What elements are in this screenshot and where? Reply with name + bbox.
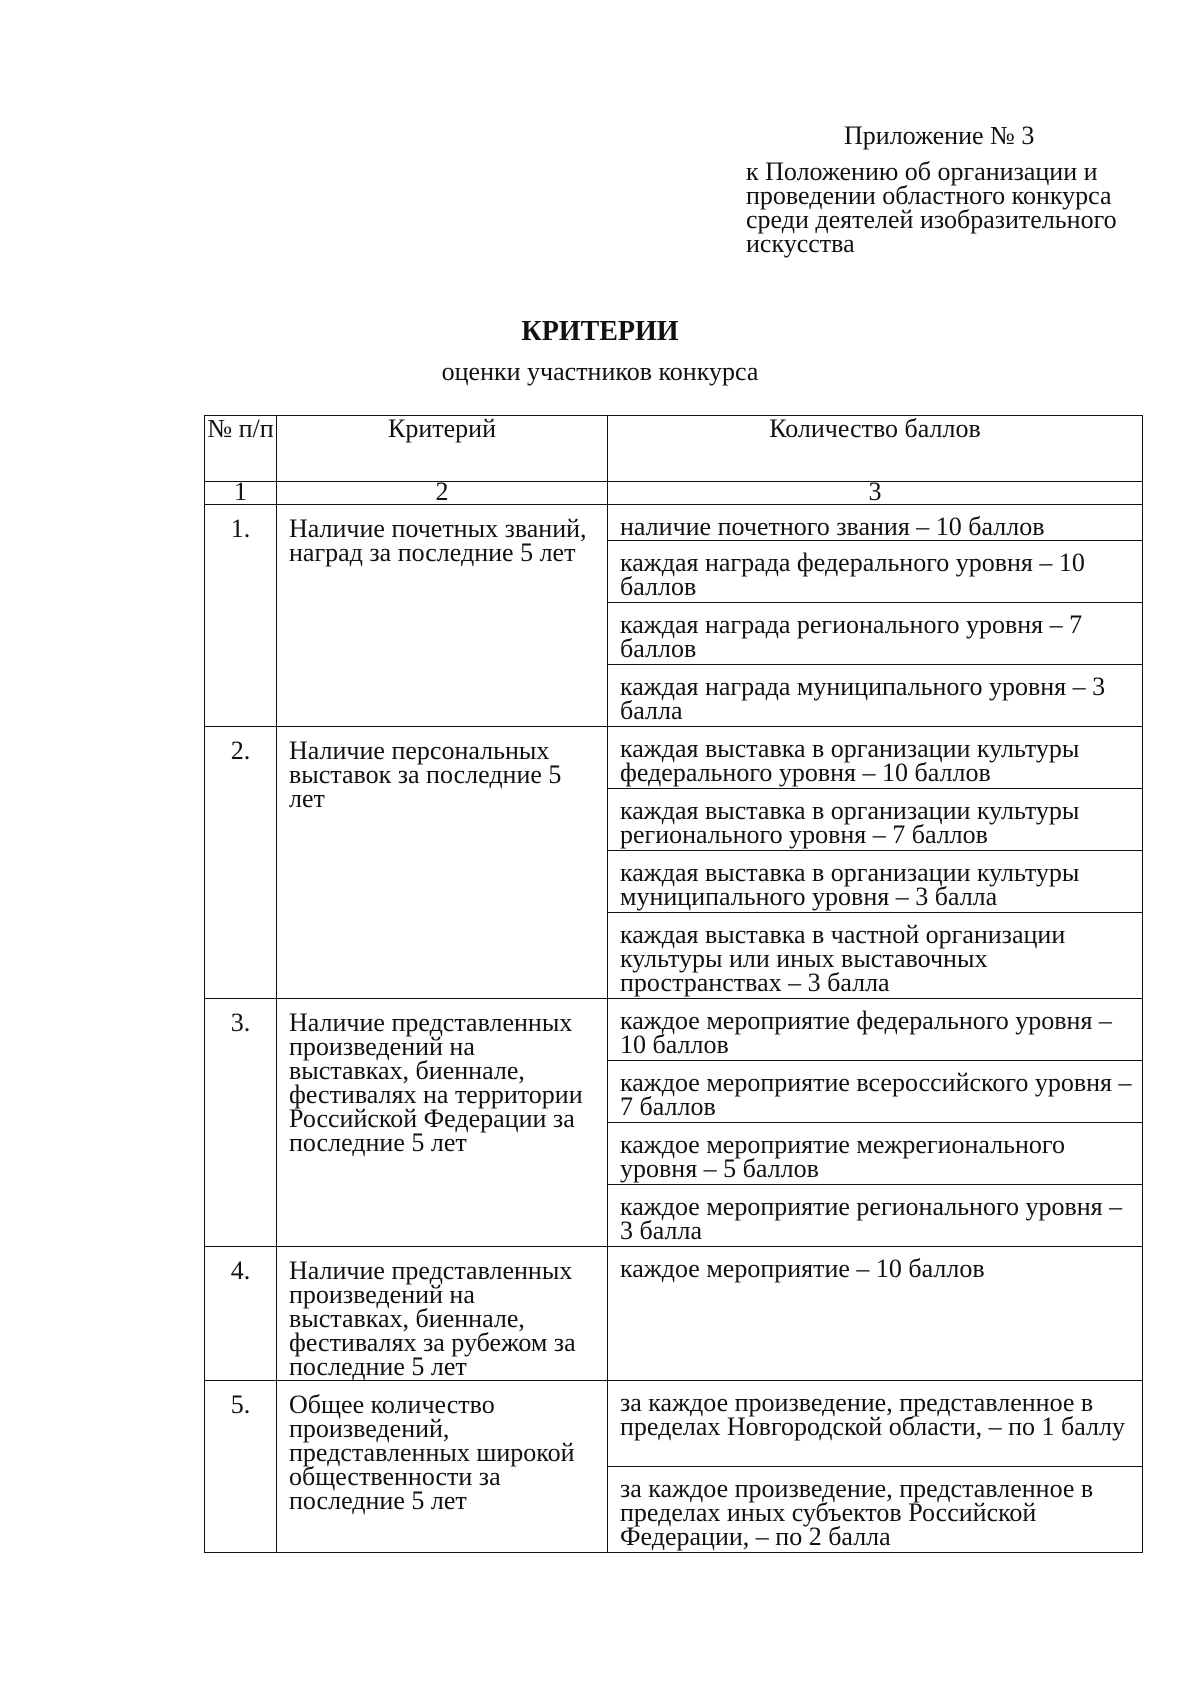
table-header-row xyxy=(205,416,1143,482)
column-index-row xyxy=(205,482,1143,505)
score-cell: каждая награда муниципального уровня – 3 балла xyxy=(608,665,1143,727)
row-number: 1. xyxy=(205,505,277,727)
table-row xyxy=(205,727,1143,789)
criterion-cell: Наличие представленных произведений на выставках, биеннале, фестивалях за рубежом за последние 5 лет xyxy=(277,1247,608,1381)
criterion-cell: Общее количество произведений, представленных широкой общественности за последние 5 лет xyxy=(277,1381,608,1553)
header-number: № п/п xyxy=(205,416,277,482)
score-cell: каждая выставка в организации культуры федерального уровня – 10 баллов xyxy=(608,727,1143,789)
score-cell: каждая награда регионального уровня – 7 баллов xyxy=(608,603,1143,665)
score-cell: каждая выставка в частной организации культуры или иных выставочных пространствах – 3 балла xyxy=(608,913,1143,999)
appendix-line: к Положению об организации и xyxy=(746,157,1098,186)
criterion-cell: Наличие почетных званий, наград за последние 5 лет xyxy=(277,505,608,727)
header-criterion: Критерий xyxy=(277,416,608,482)
document-subheading: оценки участников конкурса xyxy=(441,357,759,386)
score-cell: каждое мероприятие регионального уровня – 3 балла xyxy=(608,1185,1143,1247)
column-index: 2 xyxy=(277,482,608,505)
document-heading: КРИТЕРИИ xyxy=(521,316,679,347)
score-cell: наличие почетного звания – 10 баллов xyxy=(608,505,1143,541)
table-row xyxy=(205,1381,1143,1467)
score-cell: каждая награда федерального уровня – 10 баллов xyxy=(608,541,1143,603)
score-cell: каждое мероприятие – 10 баллов xyxy=(608,1247,1143,1381)
row-number: 2. xyxy=(205,727,277,999)
column-index: 1 xyxy=(205,482,277,505)
criterion-cell: Наличие персональных выставок за последние 5 лет xyxy=(277,727,608,999)
appendix-description xyxy=(746,157,1117,258)
appendix-title: Приложение № 3 xyxy=(844,121,1035,150)
row-number: 5. xyxy=(205,1381,277,1553)
appendix-line: проведении областного конкурса xyxy=(746,181,1112,210)
criterion-cell: Наличие представленных произведений на выставках, биеннале, фестивалях на территории Российской Федерации за последние 5 лет xyxy=(277,999,608,1247)
score-cell: за каждое произведение, представленное в пределах иных субъектов Российской Федерации, – по 2 балла xyxy=(608,1467,1143,1553)
row-number: 4. xyxy=(205,1247,277,1381)
table-row xyxy=(205,999,1143,1061)
score-cell: каждая выставка в организации культуры регионального уровня – 7 баллов xyxy=(608,789,1143,851)
score-cell: каждое мероприятие федерального уровня – 10 баллов xyxy=(608,999,1143,1061)
score-cell: каждое мероприятие всероссийского уровня – 7 баллов xyxy=(608,1061,1143,1123)
header-points: Количество баллов xyxy=(608,416,1143,482)
score-cell: каждая выставка в организации культуры муниципального уровня – 3 балла xyxy=(608,851,1143,913)
column-index: 3 xyxy=(608,482,1143,505)
row-number: 3. xyxy=(205,999,277,1247)
table-row xyxy=(205,505,1143,541)
criteria-table xyxy=(204,415,1143,1553)
score-cell: за каждое произведение, представленное в пределах Новгородской области, – по 1 баллу xyxy=(608,1381,1143,1467)
appendix-line: среди деятелей изобразительного xyxy=(746,205,1117,234)
appendix-line: искусства xyxy=(746,229,855,258)
score-cell: каждое мероприятие межрегионального уровня – 5 баллов xyxy=(608,1123,1143,1185)
table-row xyxy=(205,1247,1143,1381)
